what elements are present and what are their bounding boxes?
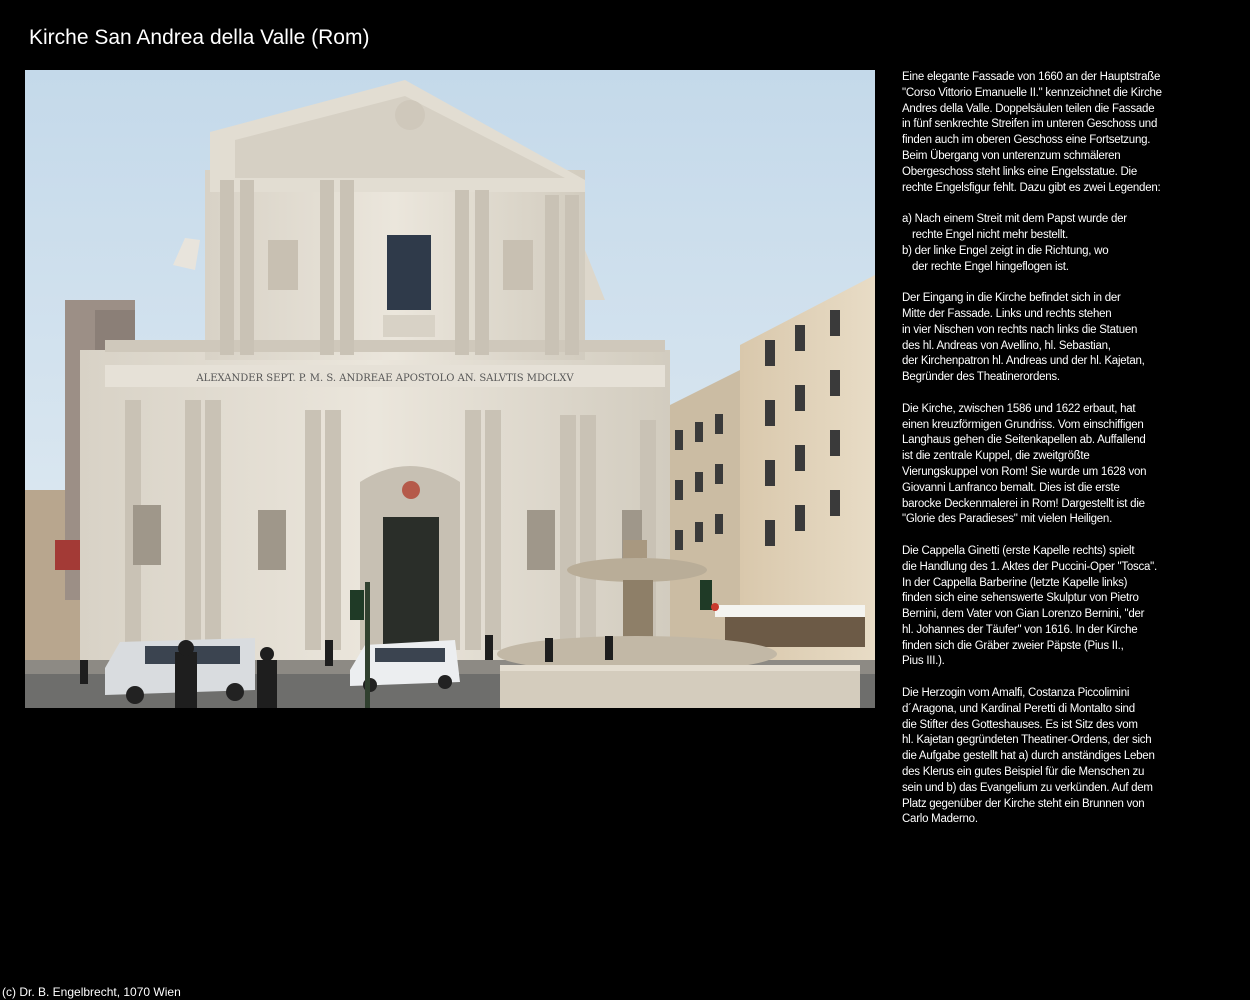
copyright-footer: (c) Dr. B. Engelbrecht, 1070 Wien [2,985,181,999]
facade-inscription: ALEXANDER SEPT. P. M. S. ANDREAE APOSTOLO AN. SALVTIS MDCLXV [196,373,574,384]
description-line: hl. Johannes der Täufer" von 1616. In der Kirche [902,623,1138,636]
description-line: Beim Übergang von unterenzum schmäleren [902,149,1121,162]
description-line: finden auch im oberen Geschoss eine Fortsetzung. [902,134,1151,147]
description-line: Vierungskuppel von Rom! Sie wurde um 1628 von [902,465,1147,478]
description-line: "Corso Vittorio Emanuelle II." kennzeichnet die Kirche [902,86,1162,99]
description-line: hl. Kajetan gegründeten Theatiner-Ordens, der sich [902,734,1152,747]
description-line: des hl. Andreas von Avellino, hl. Sebastian, [902,339,1111,352]
description-line: "Glorie des Paradieses" mit vielen Heiligen. [902,513,1113,526]
description-line: einen kreuzförmigen Grundriss. Vom einschiffigen [902,418,1144,431]
description-line: sein und b) das Evangelium zu verkünden. Auf dem [902,781,1153,794]
description-line: des Klerus ein gutes Beispiel für die Menschen zu [902,766,1145,779]
description-line: Begründer des Theatinerordens. [902,371,1060,384]
description-line: Obergeschoss steht links eine Engelsstatue. Die [902,165,1137,178]
description-line: in fünf senkrechte Streifen im unteren Geschoss und [902,118,1158,131]
description-line: rechte Engel nicht mehr bestellt. [912,228,1069,241]
description-paragraph [902,291,1202,386]
description-paragraph [902,70,1202,196]
description-paragraph [902,686,1202,828]
description-line: ist die zentrale Kuppel, die zweitgrößte [902,450,1090,463]
description-line: Andres della Valle. Doppelsäulen teilen die Fassade [902,102,1155,115]
description-paragraph [902,212,1202,275]
description-line: barocke Deckenmalerei in Rom! Dargestellt ist die [902,497,1145,510]
description-line: die Aufgabe gestellt hat a) durch anständiges Leben [902,750,1155,763]
description-paragraph [902,402,1202,528]
description-line: Der Eingang in die Kirche befindet sich in der [902,292,1121,305]
church-facade-photo [25,70,875,708]
description-paragraph [902,544,1202,670]
description-text [902,70,1202,844]
description-line: d´Aragona, und Kardinal Peretti di Montalto sind [902,702,1135,715]
description-line: finden sich eine sehenswerte Skulptur von Pietro [902,592,1139,605]
description-line: Mitte der Fassade. Links und rechts stehen [902,307,1112,320]
description-line: Die Cappella Ginetti (erste Kapelle rechts) spielt [902,544,1135,557]
description-line: Langhaus gehen die Seitenkapellen ab. Auffallend [902,434,1146,447]
description-line: Pius III.). [902,655,945,668]
description-line: finden sich die Gräber zweier Päpste (Pius II., [902,639,1124,652]
description-line: Giovanni Lanfranco bemalt. Dies ist die erste [902,481,1120,494]
description-line: Carlo Maderno. [902,813,978,826]
page-title: Kirche San Andrea della Valle (Rom) [29,26,370,49]
description-line: b) der linke Engel zeigt in die Richtung, wo [902,244,1109,257]
description-line: in vier Nischen von rechts nach links die Statuen [902,323,1138,336]
description-line: der rechte Engel hingeflogen ist. [912,260,1069,273]
description-line: Bernini, dem Vater von Gian Lorenzo Bernini, "der [902,608,1145,621]
description-line: In der Cappella Barberine (letzte Kapelle links) [902,576,1128,589]
description-line: Platz gegenüber der Kirche steht ein Brunnen von [902,797,1145,810]
description-line: rechte Engelsfigur fehlt. Dazu gibt es zwei Legenden: [902,181,1161,194]
description-line: a) Nach einem Streit mit dem Papst wurde der [902,213,1127,226]
description-line: Eine elegante Fassade von 1660 an der Hauptstraße [902,71,1161,83]
description-line: die Stifter des Gotteshauses. Es ist Sitz des vom [902,718,1138,731]
description-line: Die Kirche, zwischen 1586 und 1622 erbaut, hat [902,402,1136,415]
description-line: die Handlung des 1. Aktes der Puccini-Oper "Tosca". [902,560,1157,573]
description-line: der Kirchenpatron hl. Andreas und der hl. Kajetan, [902,355,1145,368]
description-line: Die Herzogin vom Amalfi, Costanza Piccolimini [902,687,1130,700]
